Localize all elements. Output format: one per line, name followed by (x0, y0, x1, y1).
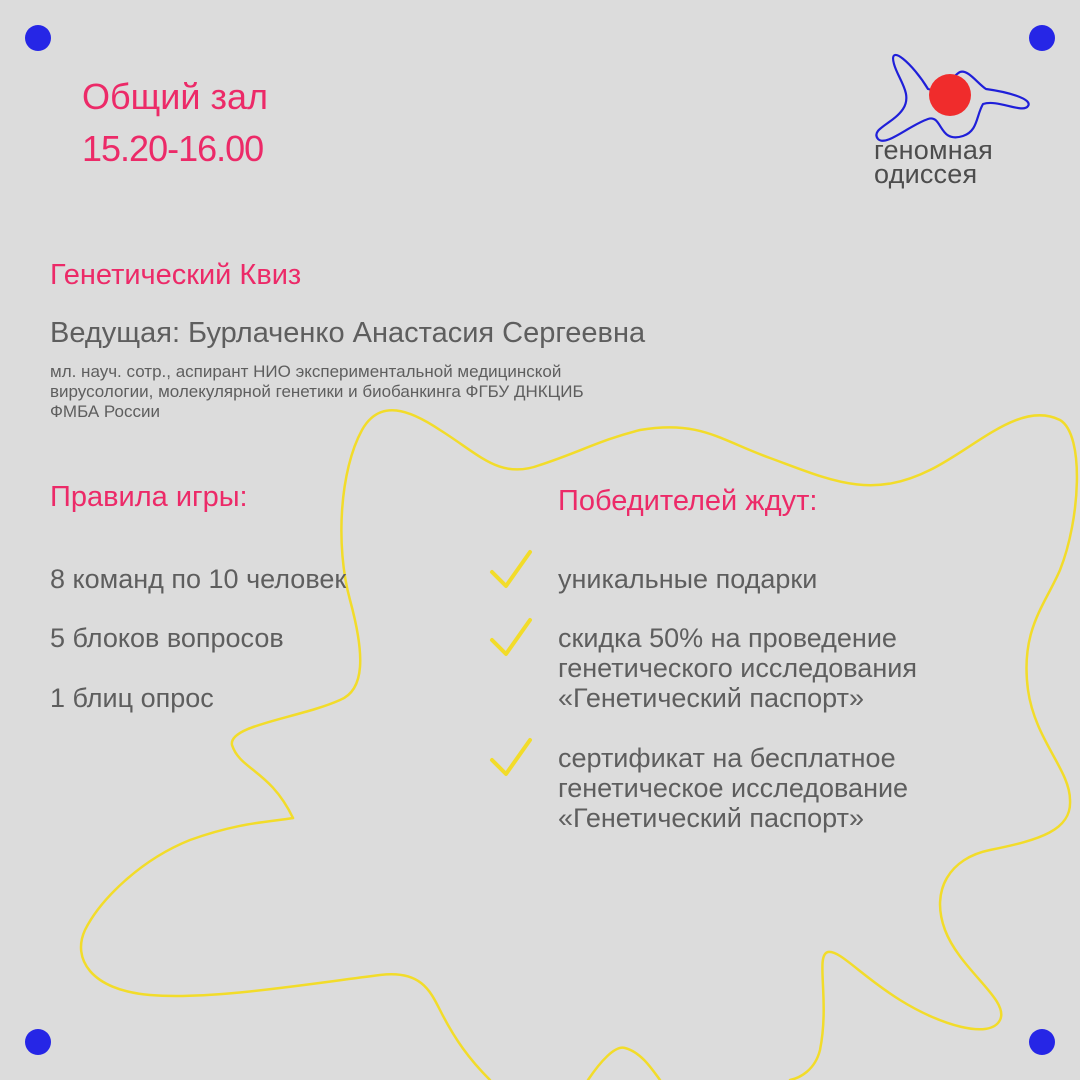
check-icon (488, 616, 536, 664)
prize-item-line: сертификат на бесплатное (558, 743, 896, 773)
rules-heading: Правила игры: (50, 481, 248, 513)
prize-item (558, 564, 817, 594)
rules-item: 1 блиц опрос (50, 683, 214, 713)
rules-item: 8 команд по 10 человек (50, 564, 347, 594)
host-description-line: вирусологии, молекулярной генетики и биобанкинга ФГБУ ДНКЦИБ (50, 382, 584, 401)
prize-item-line: скидка 50% на проведение (558, 623, 897, 653)
host-description-line: мл. науч. сотр., аспирант НИО экспериментальной медицинской (50, 362, 562, 381)
corner-dot-bottom-left (25, 1029, 51, 1055)
logo-text-line2: одиссея (874, 159, 978, 189)
event-title: Генетический Квиз (50, 259, 302, 291)
prize-item (558, 743, 908, 833)
corner-dot-bottom-right (1029, 1029, 1055, 1055)
check-icon (488, 736, 536, 784)
corner-dot-top-left (25, 25, 51, 51)
prize-item-line: генетического исследования (558, 653, 917, 683)
prizes-heading: Победителей ждут: (558, 485, 818, 517)
prize-item-line: «Генетический паспорт» (558, 683, 864, 713)
host-name: Ведущая: Бурлаченко Анастасия Сергеевна (50, 317, 646, 349)
check-icon (488, 548, 536, 596)
session-time: 15.20-16.00 (82, 128, 264, 169)
prize-item-line: уникальные подарки (558, 564, 818, 594)
prize-item (558, 623, 917, 713)
host-description-line: ФМБА России (50, 402, 160, 421)
prize-item-line: генетическое исследование (558, 773, 909, 803)
logo-text (874, 135, 993, 189)
host-description (50, 362, 710, 422)
rules-item: 5 блоков вопросов (50, 623, 284, 653)
venue-title: Общий зал (82, 76, 268, 117)
prize-item-line: «Генетический паспорт» (558, 803, 864, 833)
logo-text-line1: геномная (874, 135, 993, 165)
